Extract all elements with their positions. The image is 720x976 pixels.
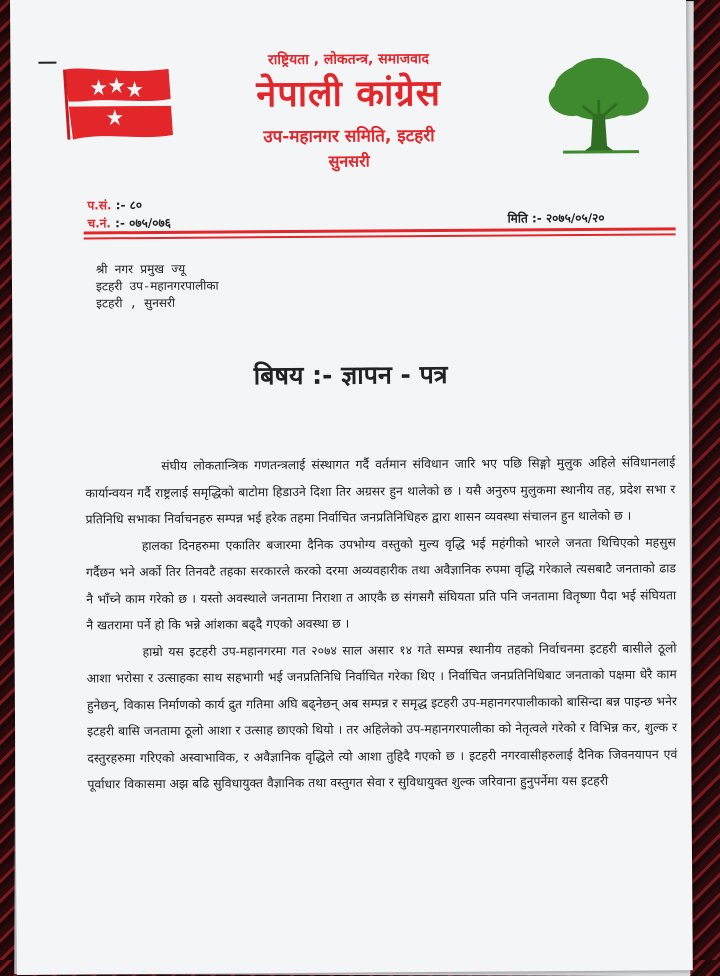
cn-value: :- ०७५/०७६ xyxy=(115,215,171,231)
recipient-line: इटहरी , सुनसरी xyxy=(96,295,176,311)
body-paragraph: हाम्रो यस इटहरी उप-महानगरमा गत २०७४ साल असार १४ गते सम्पन्न स्थानीय तहको निर्वाचनमा इटहरी बासीले ठूलो आशा भरोसा र उत्साहका साथ सहभागी भई जनप्रतिनिधि निर्वाचित गरेका थिए । निर्वाचित जनप्रतिनिधिबाट जनताको पक्षमा धेरै काम हुनेछन्, विकास निर्माणको कार्य द्रुत गतिमा अघि बढ्नेछन् अब सम्पन्न र समृद्ध इटहरी उप-महानगरपालीकाको बासिन्दा बन्न पाइन्छ भनेर इटहरी बासि जनतामा ठूलो आशा र उत्साह छाएको थियो । तर अहिलेको उप-महानगरपालीका को नेतृत्वले गरेको र विभिन्न कर, शुल्क र दस्तुरहरुमा गरिएको अस्वाभाविक, र अवैज्ञानिक वृद्धिले त्यो आशा तुहिदै गएको छ । इटहरी नगरवासीहरुलाई दैनिक जिवनयापन एवं पूर्वाधार विकासमा अझ बढि सुविधायुक्त वैज्ञानिक तथा वस्तुगत सेवा र सुविधायुक्त शुल्क जरिवाना हुनुपर्नेमा यस इटहरी xyxy=(86,640,678,792)
recipient-line: इटहरी उप-महानगरपालीका xyxy=(95,278,219,294)
cn-label: च.नं. xyxy=(87,216,112,231)
recipient-address xyxy=(96,261,219,313)
subject-heading: बिषय :- ज्ञापन - पत्र xyxy=(253,359,448,391)
date-label: मिति xyxy=(507,211,528,226)
letter-page xyxy=(10,0,693,975)
party-slogan: राष्ट्रियता , लोकतन्त्र, समाजवाद xyxy=(267,51,429,69)
date-value: :- २०७५/०५/२० xyxy=(531,210,605,226)
ps-number-row xyxy=(87,196,170,215)
body-paragraph: संघीय लोकतान्त्रिक गणतन्त्रलाई संस्थागत गर्दै वर्तमान संविधान जारि भए पछि सिङ्गो मुलुक अहिले संविधानलाई कार्यान्वयन गर्दै राष्ट्रलाई समृद्धिको बाटोमा हिडाउने दिशा तिर अग्रसर हुन थालेको छ । यसै अनुरुप मुलुकमा स्थानीय तह, प्रदेश सभा र प्रतिनिधि सभाका निर्वाचनहरु सम्पन्न भई हरेक तहमा निर्वाचित जनप्रतिनिधिहरु द्वारा शासन व्यवस्था संचालन हुन थालेको छ । xyxy=(85,455,676,527)
letter-body xyxy=(85,449,677,798)
committee-name: उप-महानगर समिति, इटहरी xyxy=(263,126,435,148)
ps-label: प.सं. xyxy=(87,198,112,213)
ps-value: :- ८० xyxy=(115,198,143,213)
cn-number-row xyxy=(87,214,170,233)
body-paragraph: हालका दिनहरुमा एकातिर बजारमा दैनिक उपभोग्य वस्तुको मुल्य वृद्धि भई महंगीको भारले जनता थिचिएको महसुस गर्दैछन भने अर्को तिर तिनवटै तहका सरकारले करको दरमा अव्यवहारीक तथा अवैज्ञानिक रुपमा वृद्धि गरेकाले त्यसबाटै जनताको ढाड नै भाँच्ने काम गरेको छ । यस्तो अवस्थाले जनतामा निराशा त आएकै छ संगसगै संघियता प्रति पनि जनतामा वितृष्णा पैदा भई संघियता नै खतरामा पर्ने हो कि भन्ने आंशका बढ्दै गएको अवस्था छ । xyxy=(85,534,677,633)
reference-block xyxy=(87,196,171,233)
party-name: नेपाली कांग्रेस xyxy=(256,72,442,116)
date-row xyxy=(507,209,604,227)
header-rule-thin xyxy=(84,233,676,239)
recipient-line: श्री नगर प्रमुख ज्यू xyxy=(95,261,186,277)
district-name: सुनसरी xyxy=(328,151,370,171)
